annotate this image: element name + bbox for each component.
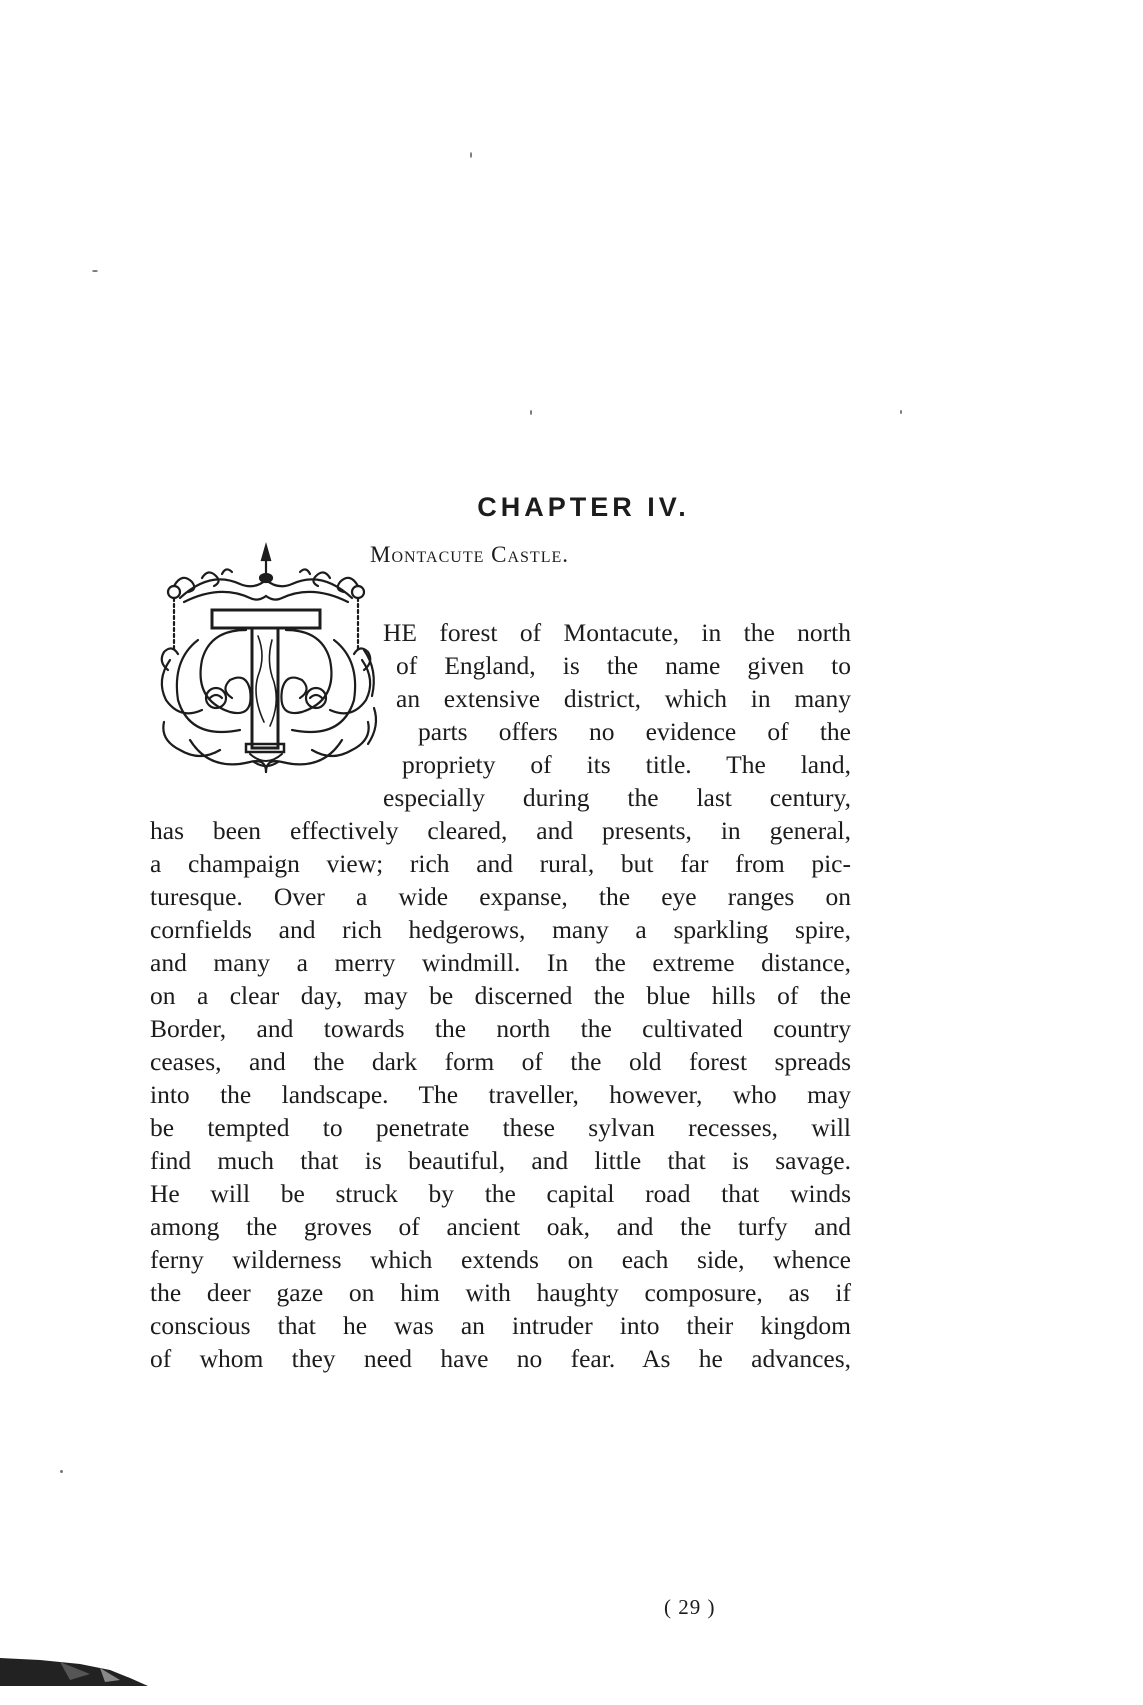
body-line: a champaign view; rich and rural, but far from pic-	[150, 849, 851, 878]
body-line: of England, is the name given to	[396, 651, 851, 680]
scan-speck	[470, 152, 472, 158]
body-line: Border, and towards the north the cultivated country	[150, 1014, 851, 1043]
scan-speck	[60, 1470, 63, 1473]
body-line: propriety of its title. The land,	[402, 750, 851, 779]
scan-speck	[530, 410, 532, 415]
body-line: cornfields and rich hedgerows, many a sparkling spire,	[150, 915, 851, 944]
scan-speck	[900, 410, 902, 414]
body-line: He will be struck by the capital road that winds	[150, 1179, 851, 1208]
section-title: Montacute Castle.	[370, 542, 569, 567]
ornamental-drop-cap-icon	[150, 540, 382, 780]
body-line: turesque. Over a wide expanse, the eye ranges on	[150, 882, 851, 911]
body-line: the deer gaze on him with haughty composure, as if	[150, 1278, 851, 1307]
body-line: of whom they need have no fear. As he advances,	[150, 1344, 851, 1373]
body-line: ferny wilderness which extends on each side, whence	[150, 1245, 851, 1274]
page-number: ( 29 )	[664, 1595, 716, 1619]
body-line: parts offers no evidence of the	[418, 717, 851, 746]
body-line: on a clear day, may be discerned the blue hills of the	[150, 981, 851, 1010]
body-line: and many a merry windmill. In the extreme distance,	[150, 948, 851, 977]
body-line: be tempted to penetrate these sylvan recesses, will	[150, 1113, 851, 1142]
body-line: an extensive district, which in many	[396, 684, 851, 713]
body-line: especially during the last century,	[383, 783, 851, 812]
body-line: conscious that he was an intruder into their kingdom	[150, 1311, 851, 1340]
chapter-heading: CHAPTER IV.	[477, 492, 690, 523]
body-line: ceases, and the dark form of the old forest spreads	[150, 1047, 851, 1076]
body-line: HE forest of Montacute, in the north	[383, 618, 851, 647]
body-line: find much that is beautiful, and little that is savage.	[150, 1146, 851, 1175]
scan-artifact-icon	[0, 1650, 150, 1690]
body-line: into the landscape. The traveller, however, who may	[150, 1080, 851, 1109]
body-line: among the groves of ancient oak, and the turfy and	[150, 1212, 851, 1241]
scan-speck	[92, 270, 98, 272]
body-line: has been effectively cleared, and presents, in general,	[150, 816, 851, 845]
